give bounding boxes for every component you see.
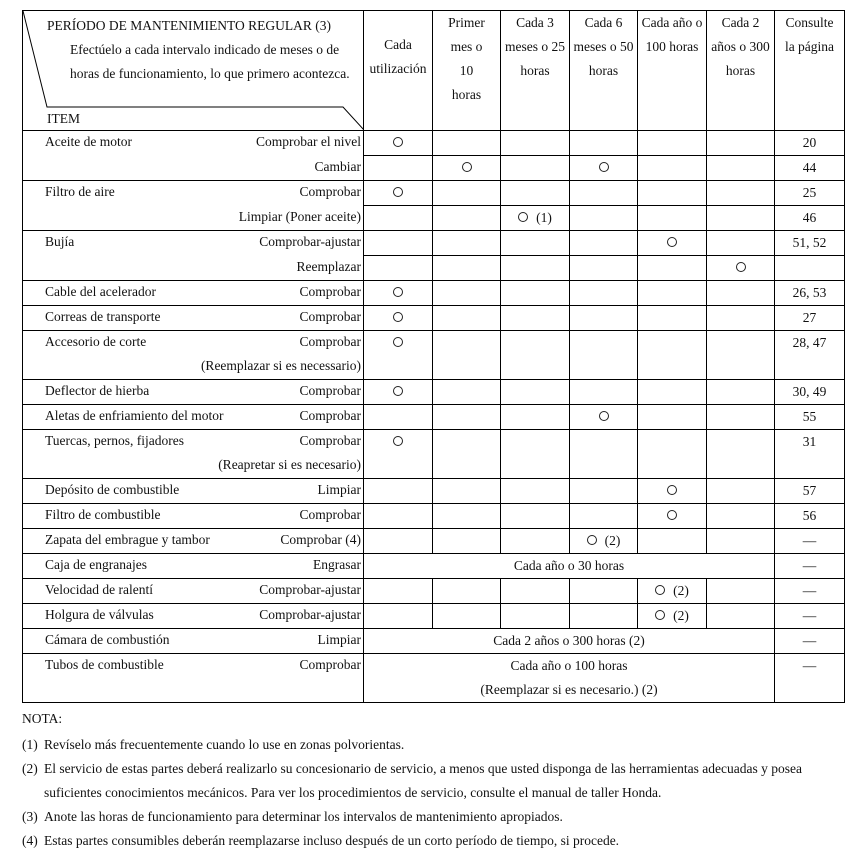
table-row [23,604,845,629]
interval-cell [638,504,707,529]
note-item: (4) Estas partes consumibles deberán reemplazarse incluso después de un corto período de tiempo, si procede. [22,833,620,848]
page-ref-cell: 55 [775,405,845,430]
interval-cell [433,479,501,504]
interval-cell [638,281,707,306]
interval-cell [364,231,433,256]
check-circle-icon [599,411,609,421]
col-page: Consulte la página [775,11,845,131]
interval-cell [501,430,570,479]
interval-cell [638,156,707,181]
table-row [23,131,845,156]
interval-cell [638,206,707,231]
interval-cell [501,604,570,629]
interval-cell [707,181,775,206]
interval-cell [570,256,638,281]
interval-cell [638,256,707,281]
interval-cell [570,504,638,529]
interval-cell [433,504,501,529]
interval-cell [501,156,570,181]
interval-cell [433,306,501,331]
interval-cell [638,579,707,604]
item-action: Comprobar [299,507,361,522]
table-row [23,529,845,554]
check-circle-icon [667,237,677,247]
interval-cell [364,206,433,231]
item-name: Holgura de válvulas [45,607,154,622]
interval-cell [638,479,707,504]
check-circle-icon [393,312,403,322]
check-circle-icon [393,137,403,147]
item-action: Cambiar [314,158,361,174]
page-ref-cell: — [775,654,845,703]
table-row [23,181,845,206]
table-row [23,579,845,604]
check-circle-icon [655,585,665,595]
interval-cell [570,156,638,181]
item-name: Filtro de aire [45,184,115,199]
interval-cell [570,181,638,206]
item-cell [23,206,364,231]
interval-cell [707,306,775,331]
item-action: Limpiar [317,632,361,647]
col-2-years: Cada 2 años o 300 horas [707,11,775,131]
item-action: Comprobar-ajustar [259,607,361,622]
footnote-ref: (2) [673,583,689,598]
interval-cell [433,206,501,231]
interval-cell [433,156,501,181]
interval-cell [570,604,638,629]
interval-cell [433,131,501,156]
check-circle-icon [736,262,746,272]
interval-cell [501,231,570,256]
item-action: Comprobar [299,383,361,398]
interval-cell [570,231,638,256]
interval-cell [433,579,501,604]
interval-cell [364,306,433,331]
interval-cell [364,331,433,380]
interval-cell [364,579,433,604]
item-cell [23,405,364,430]
interval-cell [638,405,707,430]
item-cell [23,629,364,654]
item-cell [23,256,364,281]
check-circle-icon [599,162,609,172]
col-6-months: Cada 6 meses o 50 horas [570,11,638,131]
table-row [23,405,845,430]
interval-cell [570,479,638,504]
item-action: Engrasar [313,557,361,572]
item-name: Depósito de combustible [45,482,180,497]
item-cell [23,430,364,479]
interval-cell [707,156,775,181]
table-row [23,629,845,654]
interval-cell [707,331,775,380]
check-circle-icon [655,610,665,620]
check-circle-icon [393,187,403,197]
table-row [23,554,845,579]
check-circle-icon [518,212,528,222]
interval-cell [570,430,638,479]
table-row [23,231,845,256]
page-ref-cell: — [775,554,845,579]
interval-cell [570,529,638,554]
interval-cell [364,405,433,430]
interval-cell [707,231,775,256]
header-corner [23,11,364,131]
interval-cell [364,430,433,479]
table-row [23,504,845,529]
interval-cell [638,131,707,156]
item-cell [23,380,364,405]
item-cell [23,131,364,156]
interval-cell [364,281,433,306]
item-action: Limpiar (Poner aceite) [238,208,361,224]
col-each-use: Cada utilización [364,11,433,131]
interval-cell [707,405,775,430]
table-row [23,331,845,380]
maintenance-table [22,10,845,703]
interval-cell [433,604,501,629]
item-name: Velocidad de ralentí [45,582,153,597]
note-item: (1) Revíselo más frecuentemente cuando lo use en zonas polvorientas. [22,737,405,752]
interval-cell [570,380,638,405]
item-name: Aletas de enfriamiento del motor [45,408,224,423]
interval-cell [570,331,638,380]
page-ref-cell: 44 [775,156,845,181]
interval-cell [501,504,570,529]
item-cell [23,181,364,206]
check-circle-icon [393,287,403,297]
interval-cell [501,281,570,306]
interval-cell [433,181,501,206]
item-name: Bujía [45,234,75,249]
interval-cell [638,529,707,554]
item-action: Limpiar [317,482,361,497]
item-action: Reemplazar [296,258,361,274]
interval-cell [433,380,501,405]
item-action: Comprobar [299,334,361,349]
interval-cell [433,231,501,256]
page-ref-cell: — [775,579,845,604]
item-name: Aceite de motor [45,134,132,149]
interval-span-cell: Cada año o 30 horas [364,554,775,579]
interval-cell [433,256,501,281]
interval-cell [707,131,775,156]
interval-span-cell: Cada año o 100 horas (Reemplazar si es necesario.) (2) [364,654,775,703]
item-name: Cable del acelerador [45,284,156,299]
table-row [23,156,845,181]
item-name: Correas de transporte [45,309,161,324]
item-name: Caja de engranajes [45,557,147,572]
table-row [23,380,845,405]
interval-cell [501,181,570,206]
table-row [23,479,845,504]
note-item: (2) El servicio de estas partes deberá realizarlo su concesionario de servicio, a menos que usted disponga de las herramientas adecuadas y posea suficientes conocimientos mecánicos. Para ver los procedimientos de servicio, consulte el manual de taller Honda. [22,761,802,800]
interval-cell [501,579,570,604]
interval-cell [707,430,775,479]
interval-cell [570,579,638,604]
interval-cell [364,529,433,554]
page-ref-cell: 25 [775,181,845,206]
interval-cell [364,604,433,629]
item-action: Comprobar-ajustar [259,582,361,597]
item-cell [23,654,364,703]
item-action: Comprobar [299,433,361,448]
interval-cell [707,380,775,405]
interval-cell [364,479,433,504]
page-ref-cell: — [775,629,845,654]
interval-cell [707,281,775,306]
col-yearly: Cada año o 100 horas [638,11,707,131]
interval-cell [707,529,775,554]
schedule-instructions: Efectúelo a cada intervalo indicado de meses o de horas de funcionamiento, lo que primero acontezca. [70,42,350,81]
footnote-ref: (2) [604,533,621,548]
table-row [23,256,845,281]
col-3-months: Cada 3 meses o 25 horas [501,11,570,131]
table-row [23,654,845,703]
interval-cell [501,206,570,231]
item-cell [23,504,364,529]
item-cell [23,529,364,554]
item-action-note: (Reemplazar si es necessario) [200,358,361,373]
notes-section [22,707,852,853]
page-ref-cell: 30, 49 [775,380,845,405]
item-cell [23,604,364,629]
interval-cell [501,380,570,405]
interval-cell [570,281,638,306]
interval-cell [501,306,570,331]
item-name: Filtro de combustible [45,507,161,522]
page-ref-cell: 57 [775,479,845,504]
item-name: Zapata del embrague y tambor [45,532,210,547]
interval-cell [638,604,707,629]
check-circle-icon [587,535,597,545]
interval-cell [364,504,433,529]
page-ref-cell [775,256,845,281]
interval-cell [501,529,570,554]
item-cell [23,579,364,604]
interval-cell [570,405,638,430]
interval-cell [638,331,707,380]
table-row [23,206,845,231]
interval-cell [707,479,775,504]
interval-cell [707,579,775,604]
interval-cell [433,405,501,430]
col-first-month: Primer mes o 10 horas [433,11,501,131]
page-ref-cell: — [775,529,845,554]
page-ref-cell: 46 [775,206,845,231]
check-circle-icon [667,485,677,495]
page-ref-cell: 56 [775,504,845,529]
check-circle-icon [393,337,403,347]
interval-cell [364,131,433,156]
interval-cell [501,331,570,380]
interval-cell [501,256,570,281]
item-cell [23,156,364,181]
item-cell [23,331,364,380]
page-ref-cell: 28, 47 [775,331,845,380]
item-cell [23,479,364,504]
item-cell [23,231,364,256]
item-name: Cámara de combustión [45,632,170,647]
interval-cell [433,529,501,554]
item-name: Accesorio de corte [45,334,147,349]
interval-span-cell: Cada 2 años o 300 horas (2) [364,629,775,654]
check-circle-icon [393,386,403,396]
interval-cell [638,380,707,405]
interval-cell [638,430,707,479]
interval-cell [707,206,775,231]
item-name: Tubos de combustible [45,657,164,672]
item-action: Comprobar [299,657,361,672]
item-action: Comprobar-ajustar [259,234,361,249]
interval-cell [707,256,775,281]
interval-cell [570,206,638,231]
notes-heading: NOTA: [22,711,63,726]
table-row [23,281,845,306]
interval-cell [638,231,707,256]
page-ref-cell: 26, 53 [775,281,845,306]
item-name: Tuercas, pernos, fijadores [45,433,184,448]
item-action-note: (Reapretar si es necesario) [218,457,361,472]
schedule-title: PERÍODO DE MANTENIMIENTO REGULAR (3) [47,18,331,33]
item-action: Comprobar (4) [280,532,361,547]
interval-cell [364,156,433,181]
item-cell [23,281,364,306]
page-ref-cell: 27 [775,306,845,331]
item-cell [23,306,364,331]
table-row [23,306,845,331]
check-circle-icon [667,510,677,520]
item-action: Comprobar [299,408,361,423]
item-action: Comprobar [299,309,361,324]
check-circle-icon [393,436,403,446]
footnote-ref: (1) [536,210,552,225]
interval-cell [364,181,433,206]
table-row [23,430,845,479]
interval-cell [707,604,775,629]
interval-cell [638,306,707,331]
page-ref-cell: 31 [775,430,845,479]
page-ref-cell: 20 [775,131,845,156]
item-name: Deflector de hierba [45,383,150,398]
interval-cell [433,430,501,479]
note-item: (3) Anote las horas de funcionamiento para determinar los intervalos de mantenimiento apropiados. [22,809,563,824]
interval-cell [501,131,570,156]
item-label: ITEM [47,111,80,126]
interval-cell [570,131,638,156]
interval-cell [707,504,775,529]
check-circle-icon [462,162,472,172]
interval-cell [433,331,501,380]
interval-cell [433,281,501,306]
page-ref-cell: — [775,604,845,629]
item-action: Comprobar [299,284,361,299]
interval-cell [501,479,570,504]
item-action: Comprobar [299,184,361,199]
interval-cell [364,256,433,281]
interval-cell [570,306,638,331]
interval-cell [501,405,570,430]
item-action: Comprobar el nivel [256,134,361,149]
item-cell [23,554,364,579]
footnote-ref: (2) [673,608,689,623]
page-ref-cell: 51, 52 [775,231,845,256]
interval-cell [364,380,433,405]
interval-cell [638,181,707,206]
